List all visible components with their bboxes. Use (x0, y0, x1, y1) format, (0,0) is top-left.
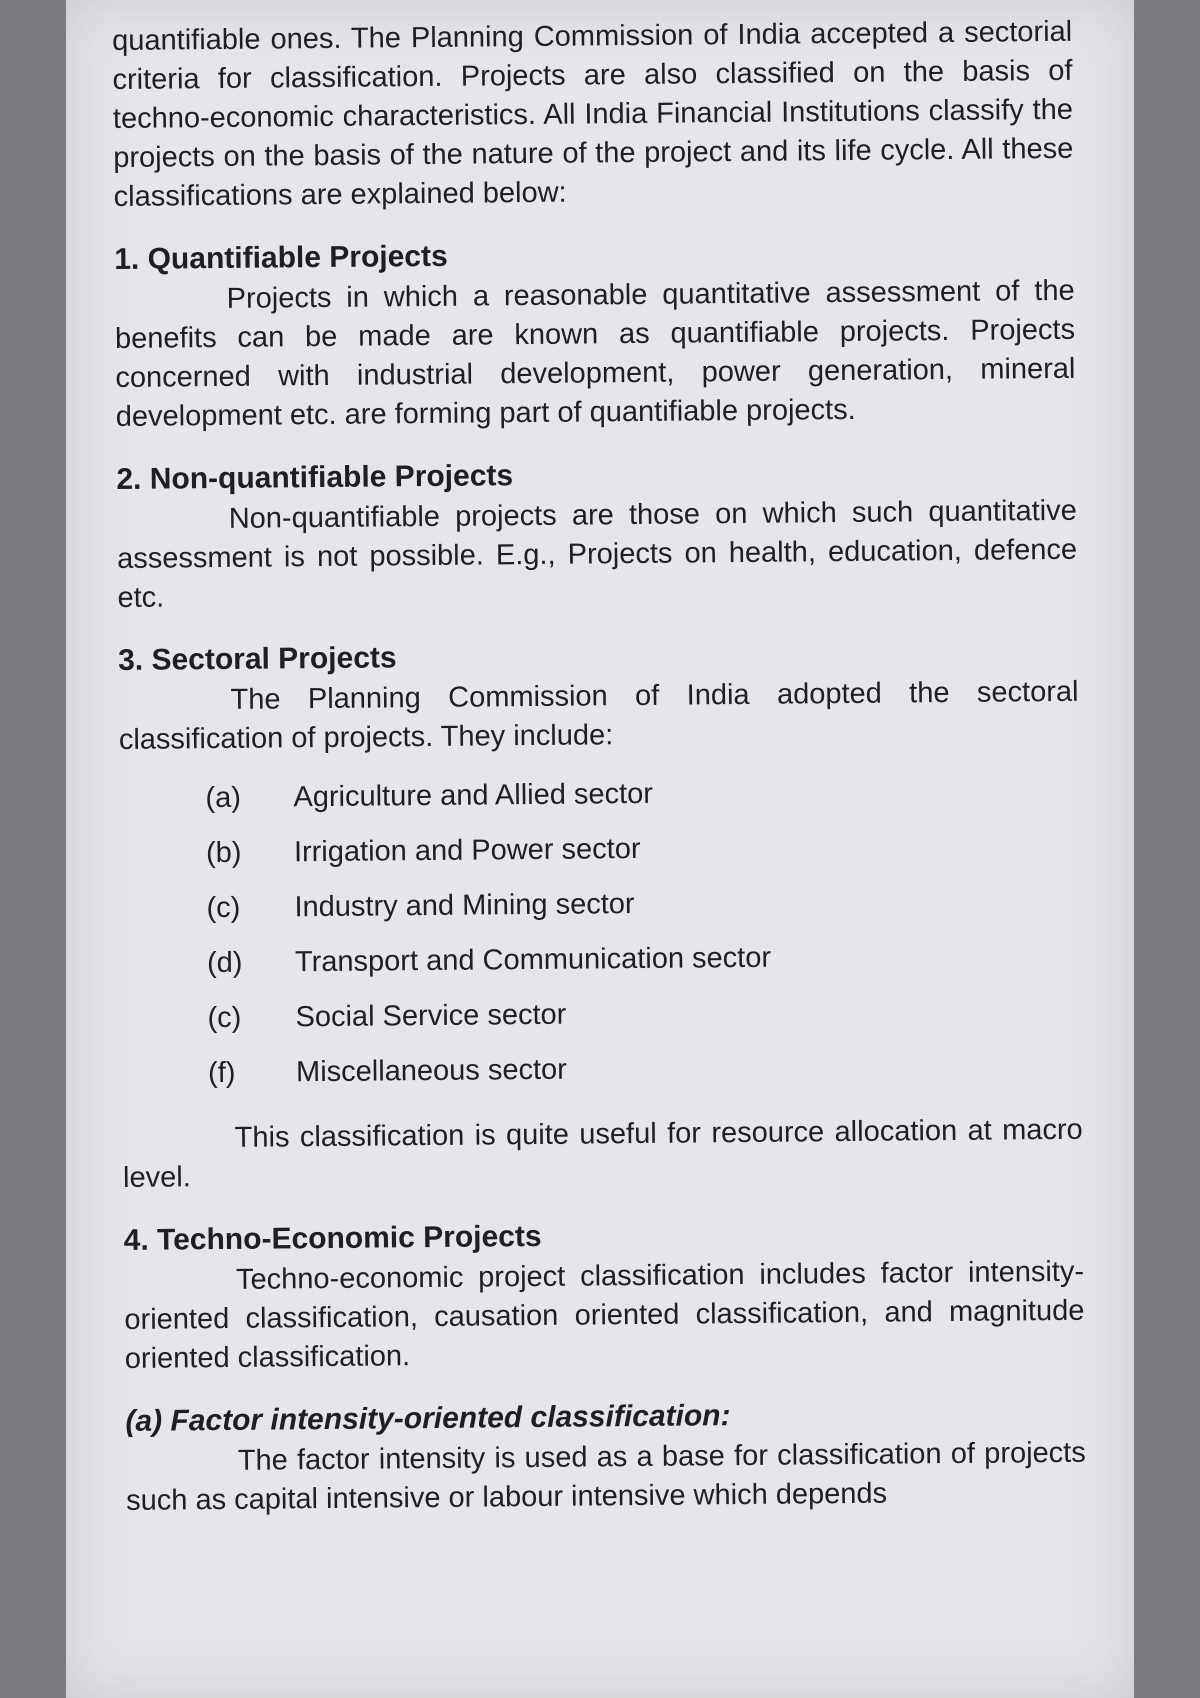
section-body-non-quantifiable: Non-quantifiable projects are those on which such quantitative assessment is not possible. E.g., Projects on health, education, defence etc. (117, 494, 1078, 614)
intro-paragraph: quantifiable ones. The Planning Commission of India accepted a sectorial criteria for classification. Projects are also classified on the basis of techno-economic characteristics. All India Financial Institutions classify the projects on the basis of the nature of the project and its life cycle. All these classifications are explained below: (112, 15, 1074, 213)
document-page (66, 0, 1134, 1698)
list-item-marker: (c) (207, 1001, 242, 1035)
list-item-marker: (d) (206, 946, 243, 980)
page-text (112, 13, 1086, 1521)
list-item (120, 818, 1080, 882)
sector-list (119, 763, 1082, 1102)
section-heading-sectoral: 3. Sectoral Projects (117, 641, 397, 677)
list-item-marker: (c) (206, 891, 241, 925)
list-item-text: Transport and Communication sector (294, 941, 772, 979)
section-body-quantifiable: Projects in which a reasonable quantitative assessment of the benefits can be made are known as quantifiable projects. Projects concerned with industrial development, power generation, mineral development etc. are forming part of quantifiable projects. (114, 274, 1076, 433)
list-item (121, 983, 1081, 1047)
section-body-sectoral: The Planning Commission of India adopted the sectoral classification of projects. They include: (118, 675, 1079, 756)
subsection-body-factor-intensity: The factor intensity is used as a base for classification of projects such as capital intensive or labour intensive which depends (126, 1436, 1086, 1517)
list-item-marker: (f) (207, 1056, 236, 1090)
section-closing-sectoral: This classification is quite useful for resource allocation at macro level. (122, 1113, 1083, 1194)
section-heading-techno-economic: 4. Techno-Economic Projects (123, 1219, 542, 1257)
section-heading-quantifiable: 1. Quantifiable Projects (114, 239, 448, 276)
section-body-techno-economic: Techno-economic project classification includes factor intensity-oriented classification, causation oriented classification, and magnitude oriented classification. (124, 1255, 1085, 1375)
section-heading-non-quantifiable: 2. Non-quantifiable Projects (116, 459, 514, 496)
list-item-text: Industry and Mining sector (294, 888, 635, 924)
list-item-marker: (b) (205, 836, 242, 870)
list-item (121, 928, 1081, 992)
list-item-text: Irrigation and Power sector (293, 832, 641, 869)
list-item-marker: (a) (205, 781, 242, 815)
list-item-text: Agriculture and Allied sector (293, 777, 654, 814)
list-item-text: Miscellaneous sector (295, 1053, 568, 1089)
subsection-heading-factor-intensity: (a) Factor intensity-oriented classification: (125, 1399, 731, 1438)
list-item (120, 873, 1080, 937)
list-item (122, 1038, 1082, 1102)
list-item-text: Social Service sector (295, 998, 567, 1034)
list-item (119, 763, 1079, 827)
